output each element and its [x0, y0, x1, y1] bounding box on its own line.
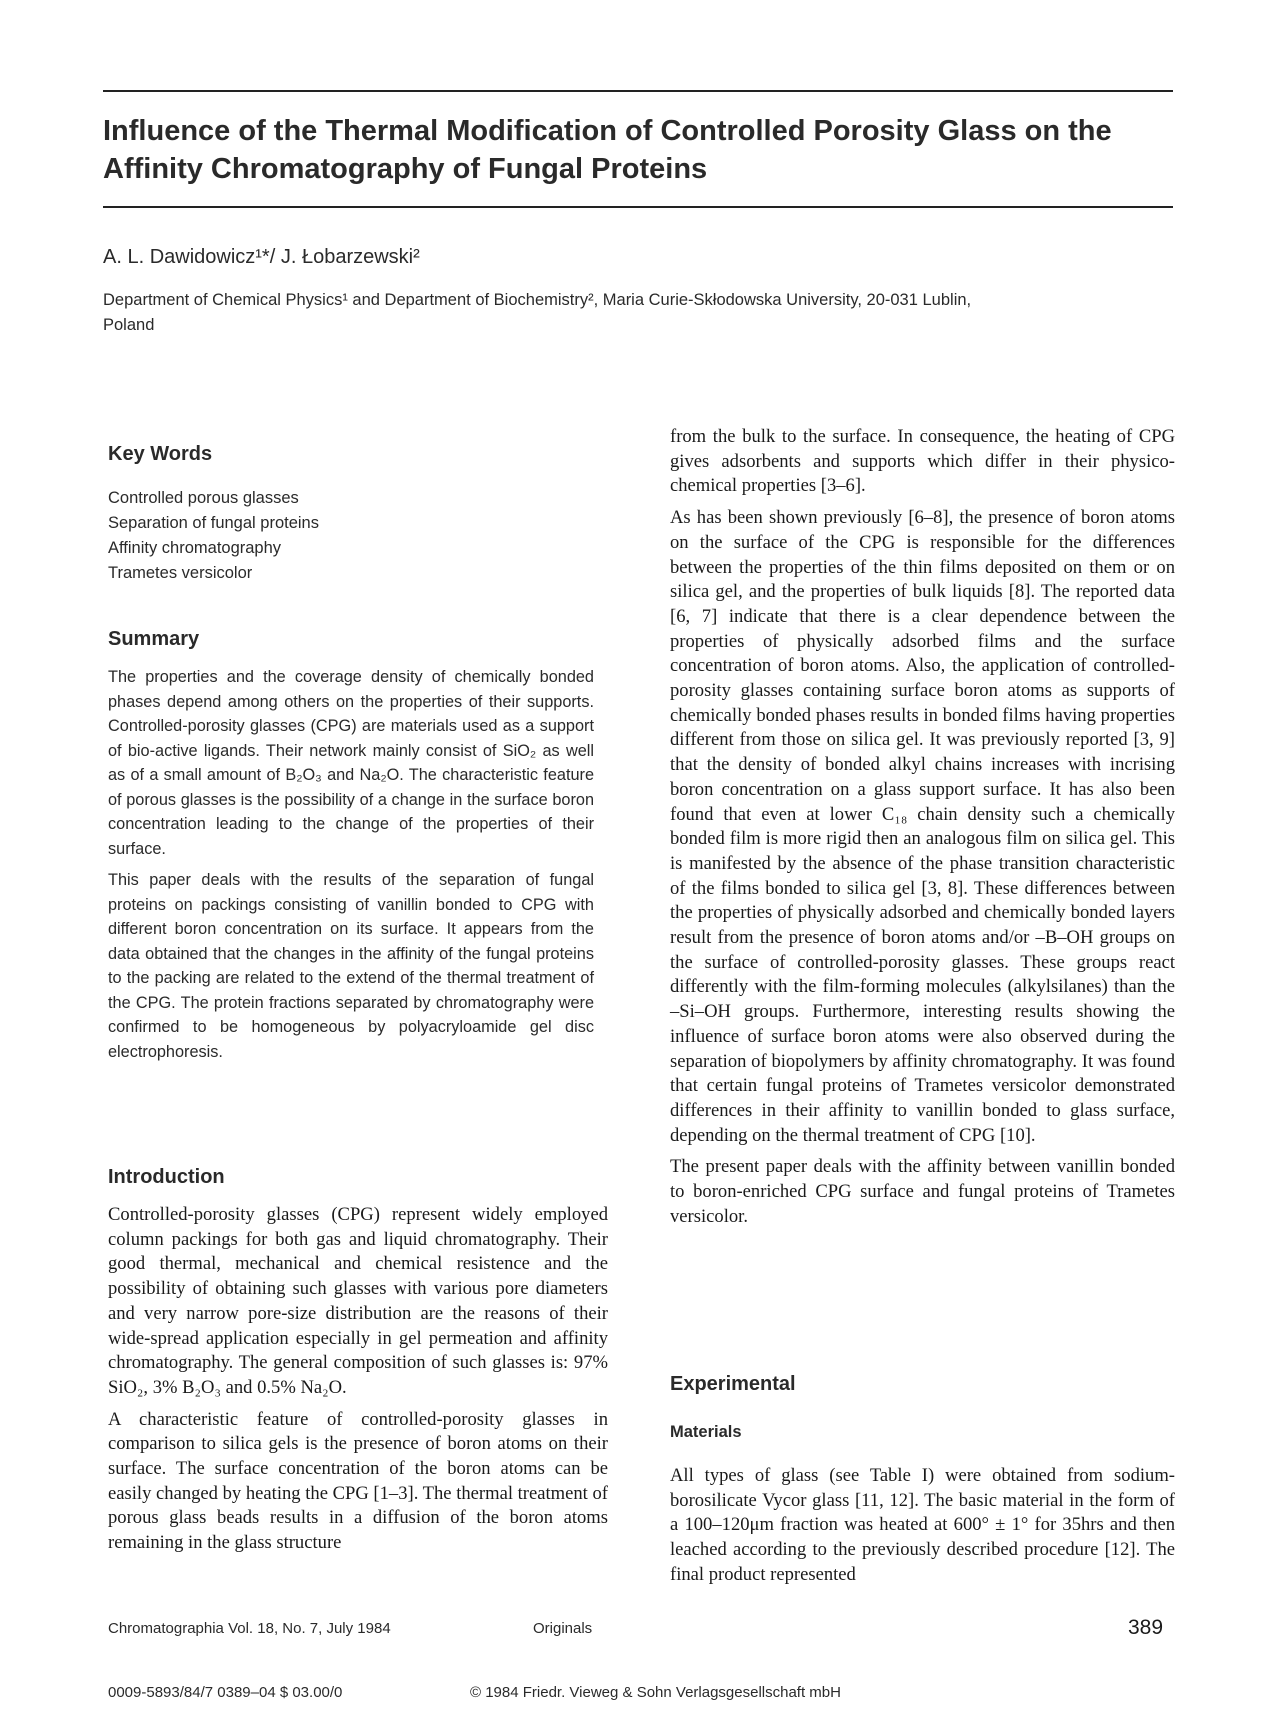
keyword-item: Trametes versicolor: [108, 564, 253, 582]
body-paragraph-2: As has been shown previously [6–8], the presence of boron atoms on the surface of the CPG is responsible for the differences between the properties of the thin films deposited on them or on silica gel, and the properties of bulk liquids [8]. The reported data [6, 7] indicate that there is a clear dependence between the properties of physically adsorbed films and the surface concentration of boron atoms. Also, the application of controlled-porosity glasses containing surface boron atoms as supports of chemically bonded phases results in bonded films having properties different from those on silica gel. It was previously reported [3, 9] that the density of bonded alkyl chains increases with incrising boron concentration on a glass support surface. It has also been found that even at lower C₁₈ chain density such a chemically bonded film is more rigid then an analogous film on silica gel. This is manifested by the absence of the phase transition characteristic of the films bonded to silica gel [3, 8]. These differences between the properties of physically adsorbed and chemically bonded layers result from the presence of boron atoms and/or –B–OH groups on the surface of controlled-porosity glasses. These groups react differently with the film-forming molecules (alkylsilanes) than the –Si–OH groups. Furthermore, interesting results showing the influence of surface boron atoms were also observed during the separation of biopolymers by affinity chromatography. It was found that certain fungal proteins of Trametes versicolor demonstrated differences in their affinity to vanillin bonded to glass surface, depending on the thermal treatment of CPG [10].: [670, 507, 1175, 1146]
introduction-section: [108, 1203, 608, 1563]
affiliation-line-2: Poland: [103, 316, 155, 334]
summary-section: [108, 628, 594, 1071]
introduction-heading: Introduction: [108, 1166, 225, 1188]
title-line-2: Affinity Chromatography of Fungal Proteins: [103, 153, 708, 185]
body-paragraph-3: The present paper deals with the affinity between vanillin bonded to boron-enriched CPG surface and fungal proteins of Trametes versicolor.: [670, 1156, 1175, 1227]
summary-paragraph-1: The properties and the coverage density of chemically bonded phases depend among others on the properties of their supports. Controlled-porosity glasses (CPG) are materials used as a support of bio-active ligands. Their network mainly consist of SiO₂ as well as of a small amount of B₂O₃ and Na₂O. The characteristic feature of porous glasses is the possibility of a change in the surface boron concentration leading to the change of the properties of their surface.: [108, 668, 594, 858]
title-line-1: Influence of the Thermal Modification of Controlled Porosity Glass on the: [103, 115, 1112, 147]
materials-subheading: Materials: [670, 1423, 742, 1441]
keywords-heading: Key Words: [108, 443, 213, 465]
right-column-text: [670, 425, 1175, 1237]
title-bottom-rule: [103, 206, 1173, 208]
article-code: 0009-5893/84/7 0389–04 $ 03.00/0: [108, 1684, 343, 1701]
journal-citation: Chromatographia Vol. 18, No. 7, July 1984: [108, 1620, 391, 1637]
summary-heading: Summary: [108, 628, 200, 650]
keyword-item: Controlled porous glasses: [108, 489, 299, 507]
page-number: 389: [1128, 1616, 1164, 1639]
keyword-item: Separation of fungal proteins: [108, 514, 319, 532]
article-title: [103, 112, 1183, 188]
body-paragraph-1: from the bulk to the surface. In consequence, the heating of CPG gives adsorbents and supports which differ in their physico-chemical properties [3–6].: [670, 426, 1175, 497]
introduction-paragraph-1: Controlled-porosity glasses (CPG) represent widely employed column packings for both gas and liquid chromatography. Their good thermal, mechanical and chemical resistence and the possibility of obtaining such glasses with various pore diameters and very narrow pore-size distribution are the reasons of their wide-spread application especially in gel permeation and affinity chromatography. The general composition of such glasses is: 97% SiO₂, 3% B₂O₃ and 0.5% Na₂O.: [108, 1204, 608, 1398]
top-rule: [103, 90, 1173, 92]
experimental-heading: Experimental: [670, 1373, 796, 1395]
affiliation-line-1: Department of Chemical Physics¹ and Department of Biochemistry², Maria Curie-Skłodowska University, 20-031 Lublin,: [103, 291, 972, 309]
summary-paragraph-2: This paper deals with the results of the separation of fungal proteins on packings consisting of vanillin bonded to CPG with different boron concentration on its surface. It appears from the data obtained that the changes in the affinity of the fungal proteins to the packing are related to the extend of the thermal treatment of the CPG. The protein fractions separated by chromatography were confirmed to be homogeneous by polyacryloamide gel disc electrophoresis.: [108, 871, 594, 1061]
materials-paragraph-1: All types of glass (see Table I) were obtained from sodium-borosilicate Vycor glass [11, 12]. The basic material in the form of a 100–120μm fraction was heated at 600° ± 1° for 35hrs and then leached according to the previously described procedure [12]. The final product represented: [670, 1465, 1175, 1585]
affiliation: [103, 288, 1173, 338]
section-label: Originals: [533, 1620, 593, 1637]
materials-section: [670, 1464, 1175, 1595]
introduction-paragraph-2: A characteristic feature of controlled-porosity glasses in comparison to silica gels is the presence of boron atoms on their surface. The surface concentration of the boron atoms can be easily changed by heating the CPG [1–3]. The thermal treatment of porous glass beads results in a diffusion of the boron atoms remaining in the glass structure: [108, 1408, 608, 1554]
keywords-section: [108, 443, 594, 586]
copyright-notice: © 1984 Friedr. Vieweg & Sohn Verlagsgesellschaft mbH: [470, 1684, 841, 1701]
keyword-item: Affinity chromatography: [108, 539, 282, 557]
authors: A. L. Dawidowicz¹*/ J. Łobarzewski²: [103, 246, 420, 268]
